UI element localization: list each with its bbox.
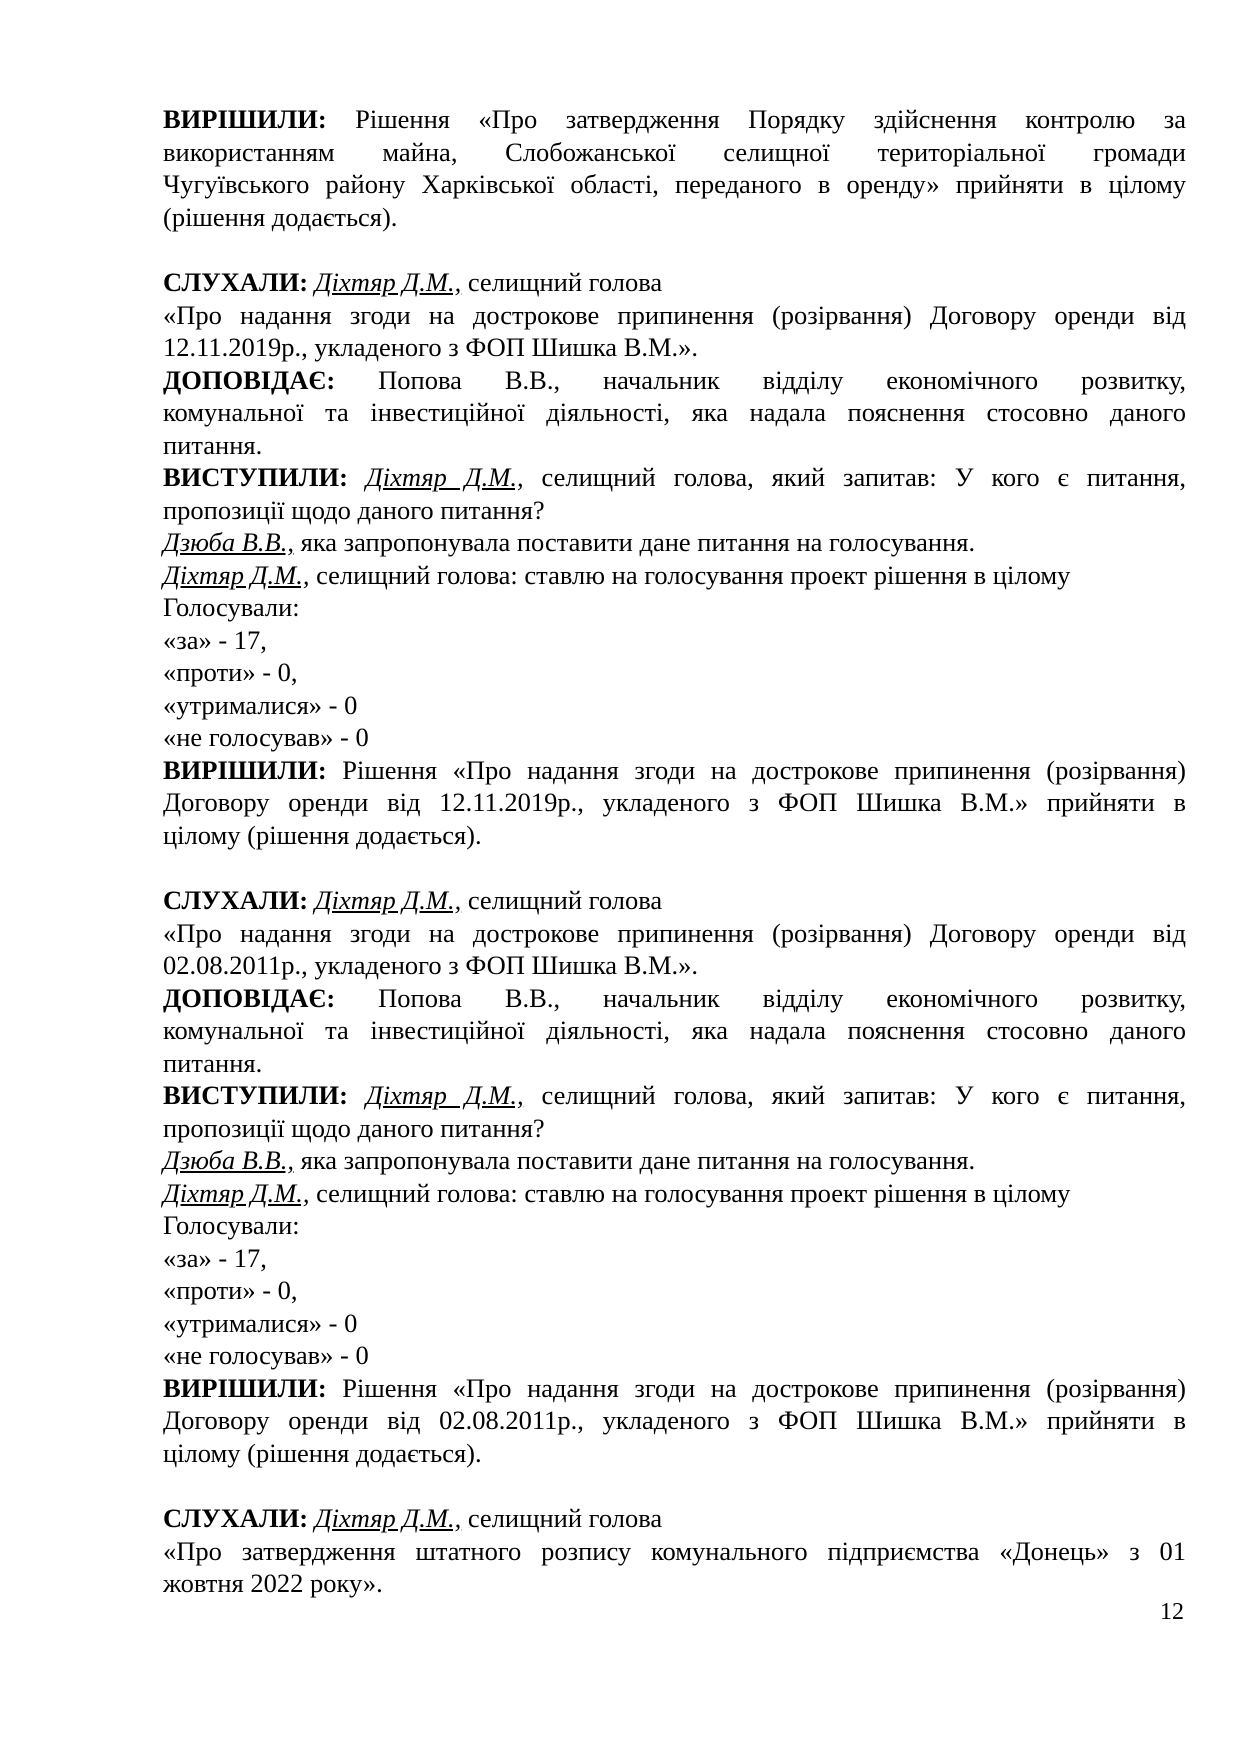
decision-line: використанням майна, Слобожанської селищної територіальної громади <box>163 136 1186 167</box>
spoke-label: ВИСТУПИЛИ: <box>163 1080 348 1110</box>
decision-line: Договору оренди від 12.11.2019р., укладеного з ФОП Шишка В.М.» прийняти в <box>163 787 1186 817</box>
decision-line: ВИРІШИЛИ: Рішення «Про надання згоди на дострокове припинення (розірвання) <box>163 1372 1186 1403</box>
reports-line: ДОПОВІДАЄ: Попова В.В., начальник відділу економічного розвитку, <box>163 364 1186 395</box>
speaker-name: Дзюба В.В., <box>163 527 294 557</box>
heard-label: СЛУХАЛИ: <box>163 885 309 915</box>
vote-against: «проти» - 0, <box>163 1275 298 1305</box>
speaker-line: Дзюба В.В., яка запропонувала поставити дане питання на голосування. <box>163 527 976 557</box>
speaker-name: Діхтяр Д.М., <box>314 267 462 297</box>
reports-line: комунальної та інвестиційної діяльності, яка надала пояснення стосовно даного <box>163 1015 1186 1045</box>
reports-line: комунальної та інвестиційної діяльності, яка надала пояснення стосовно даного <box>163 397 1186 427</box>
vote-none: «не голосував» - 0 <box>163 722 369 752</box>
spoke-line: ВИСТУПИЛИ: Діхтяр Д.М., селищний голова, який запитав: У кого є питання, <box>163 462 1186 492</box>
voted-label: Голосували: <box>163 1210 300 1240</box>
speaker-name: Діхтяр Д.М., <box>314 885 462 915</box>
speaker-line: Дзюба В.В., яка запропонувала поставити дане питання на голосування. <box>163 1145 976 1175</box>
vote-none: «не голосував» - 0 <box>163 1340 369 1370</box>
reports-line: питання. <box>163 1047 263 1078</box>
speaker-name: Діхтяр Д.М., <box>314 1503 462 1533</box>
topic-line: жовтня 2022 року». <box>163 1568 383 1598</box>
heard-label: СЛУХАЛИ: <box>163 267 309 297</box>
vote-for: «за» - 17, <box>163 1242 267 1273</box>
decision-line: Чугуївського району Харківської області, переданого в оренду» прийняти в цілому <box>163 169 1186 199</box>
reports-line: питання. <box>163 429 263 460</box>
document-page <box>163 103 1186 1600</box>
vote-abstain: «утрималися» - 0 <box>163 689 358 720</box>
decision-line: ВИРІШИЛИ: Рішення «Про надання згоди на дострокове припинення (розірвання) <box>163 754 1186 785</box>
heard-line: СЛУХАЛИ: Діхтяр Д.М., селищний голова <box>163 267 663 297</box>
heard-label: СЛУХАЛИ: <box>163 1503 309 1533</box>
topic-line: 02.08.2011р., укладеного з ФОП Шишка В.М.». <box>163 950 699 980</box>
speaker-name: Діхтяр Д.М., <box>365 1080 524 1110</box>
speaker-name: Дзюба В.В., <box>163 1145 294 1175</box>
decided-label: ВИРІШИЛИ: <box>163 1372 327 1403</box>
reports-label: ДОПОВІДАЄ: <box>163 982 336 1013</box>
decided-label: ВИРІШИЛИ: <box>163 104 327 134</box>
speaker-name: Діхтяр Д.М., <box>365 462 524 492</box>
agenda-item-2 <box>163 884 1186 1469</box>
topic-line: «Про надання згоди на дострокове припинення (розірвання) Договору оренди від <box>163 917 1186 948</box>
speaker-line: Діхтяр Д.М., селищний голова: ставлю на голосування проект рішення в цілому <box>163 559 1071 590</box>
spoke-line: пропозиції щодо даного питання? <box>163 1112 545 1143</box>
topic-line: «Про надання згоди на дострокове припинення (розірвання) Договору оренди від <box>163 299 1186 330</box>
reports-line: ДОПОВІДАЄ: Попова В.В., начальник відділу економічного розвитку, <box>163 982 1186 1013</box>
reports-label: ДОПОВІДАЄ: <box>163 364 336 395</box>
vote-against: «проти» - 0, <box>163 657 298 687</box>
topic-line: 12.11.2019р., укладеного з ФОП Шишка В.М.». <box>163 332 699 362</box>
spoke-label: ВИСТУПИЛИ: <box>163 462 348 492</box>
speaker-name: Діхтяр Д.М., <box>163 559 310 590</box>
decision-line: ВИРІШИЛИ: Рішення «Про затвердження Порядку здійснення контролю за <box>163 104 1187 134</box>
spoke-line: ВИСТУПИЛИ: Діхтяр Д.М., селищний голова, який запитав: У кого є питання, <box>163 1080 1186 1110</box>
spoke-line: пропозиції щодо даного питання? <box>163 494 545 525</box>
vote-for: «за» - 17, <box>163 624 267 655</box>
decided-label: ВИРІШИЛИ: <box>163 754 327 785</box>
speaker-name: Діхтяр Д.М., <box>163 1177 310 1208</box>
agenda-item-3 <box>163 1502 1186 1600</box>
topic-line: «Про затвердження штатного розпису комунального підприємства «Донець» з 01 <box>163 1535 1186 1566</box>
vote-abstain: «утрималися» - 0 <box>163 1307 358 1338</box>
heard-line: СЛУХАЛИ: Діхтяр Д.М., селищний голова <box>163 885 663 915</box>
page-number: 12 <box>1160 1599 1184 1625</box>
agenda-item-1 <box>163 266 1186 851</box>
decision-line: Договору оренди від 02.08.2011р., укладеного з ФОП Шишка В.М.» прийняти в <box>163 1405 1186 1435</box>
decision-line: цілому (рішення додається). <box>163 1437 482 1468</box>
decision-line: цілому (рішення додається). <box>163 819 482 850</box>
speaker-line: Діхтяр Д.М., селищний голова: ставлю на голосування проект рішення в цілому <box>163 1177 1071 1208</box>
decision-line: (рішення додається). <box>163 201 398 232</box>
heard-line: СЛУХАЛИ: Діхтяр Д.М., селищний голова <box>163 1503 663 1533</box>
voted-label: Голосували: <box>163 592 300 622</box>
